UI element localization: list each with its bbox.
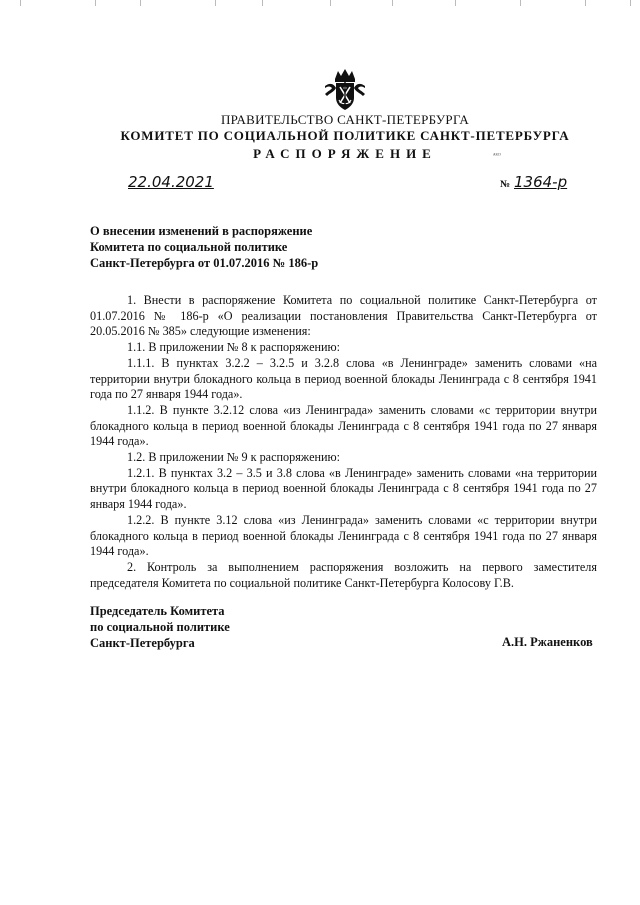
document-type: РАСПОРЯЖЕНИЕ [253, 146, 437, 161]
subject-line: Санкт-Петербурга от 01.07.2016 № 186-р [90, 256, 319, 270]
paragraph-1-2-2: 1.2.2. В пункте 3.12 слова «из Ленинграда» заменить словами «с территории внутри блокадного кольца в период военной блокады Ленинграда с 8 сентября 1941 года по 27 января 1944 года». [90, 512, 597, 559]
paragraph-1-1: 1.1. В приложении № 8 к распоряжению: [127, 340, 341, 355]
st-petersburg-coat-of-arms-icon [322, 66, 368, 112]
signatory-title-line: Санкт-Петербурга [90, 636, 195, 650]
paragraph-2: 2. Контроль за выполнением распоряжения возложить на первого заместителя председателя Комитета по социальной политике Санкт-Петербурга Колосову Г.В. [90, 559, 597, 590]
document-date: 22.04.2021 [128, 173, 214, 191]
paragraph-1-2-1: 1.2.1. В пунктах 3.2 – 3.5 и 3.8 слова «в Ленинграде» заменить словами «на территории внутри блокадного кольца в период военной блокады Ленинграда с 8 сентября 1941 года по 27 января 1944 года». [90, 465, 597, 512]
scan-top-edge [0, 0, 640, 6]
government-title: ПРАВИТЕЛЬСТВО САНКТ-ПЕТЕРБУРГА [220, 112, 470, 127]
paragraph-1-1-1: 1.1.1. В пунктах 3.2.2 – 3.2.5 и 3.2.8 слова «в Ленинграде» заменить словами «на территории внутри блокадного кольца в период военной блокады Ленинграда с 8 сентября 1941 года по 27 января 1944 года». [90, 355, 597, 402]
document-subject [90, 223, 318, 271]
paragraph-1-2: 1.2. В приложении № 9 к распоряжению: [127, 450, 341, 465]
signatory-name: А.Н. Ржаненков [502, 635, 593, 649]
committee-title: КОМИТЕТ ПО СОЦИАЛЬНОЙ ПОЛИТИКЕ САНКТ-ПЕТЕРБУРГА [120, 128, 570, 143]
paragraph-1: 1. Внести в распоряжение Комитета по социальной политике Санкт-Петербурга от 01.07.2016 № 186-р «О реализации постановления Правительства Санкт-Петербурга от 20.05.2016 № 385» следующие изменения: [90, 293, 597, 339]
document-body [90, 293, 597, 591]
registration-stamp-mark: ᴬᴷᴰ [493, 153, 501, 159]
subject-line: Комитета по социальной политике [90, 240, 288, 254]
signatory-title [90, 603, 230, 651]
signatory-title-line: Председатель Комитета [90, 604, 225, 618]
number-label: № [500, 179, 511, 190]
subject-line: О внесении изменений в распоряжение [90, 224, 313, 238]
paragraph-1-1-2: 1.1.2. В пункте 3.2.12 слова «из Ленинграда» заменить словами «с территории внутри блокадного кольца в период военной блокады Ленинграда с 8 сентября 1941 года по 27 января 1944 года». [90, 402, 597, 449]
signatory-title-line: по социальной политике [90, 620, 230, 634]
document-number: 1364-р [514, 173, 568, 191]
